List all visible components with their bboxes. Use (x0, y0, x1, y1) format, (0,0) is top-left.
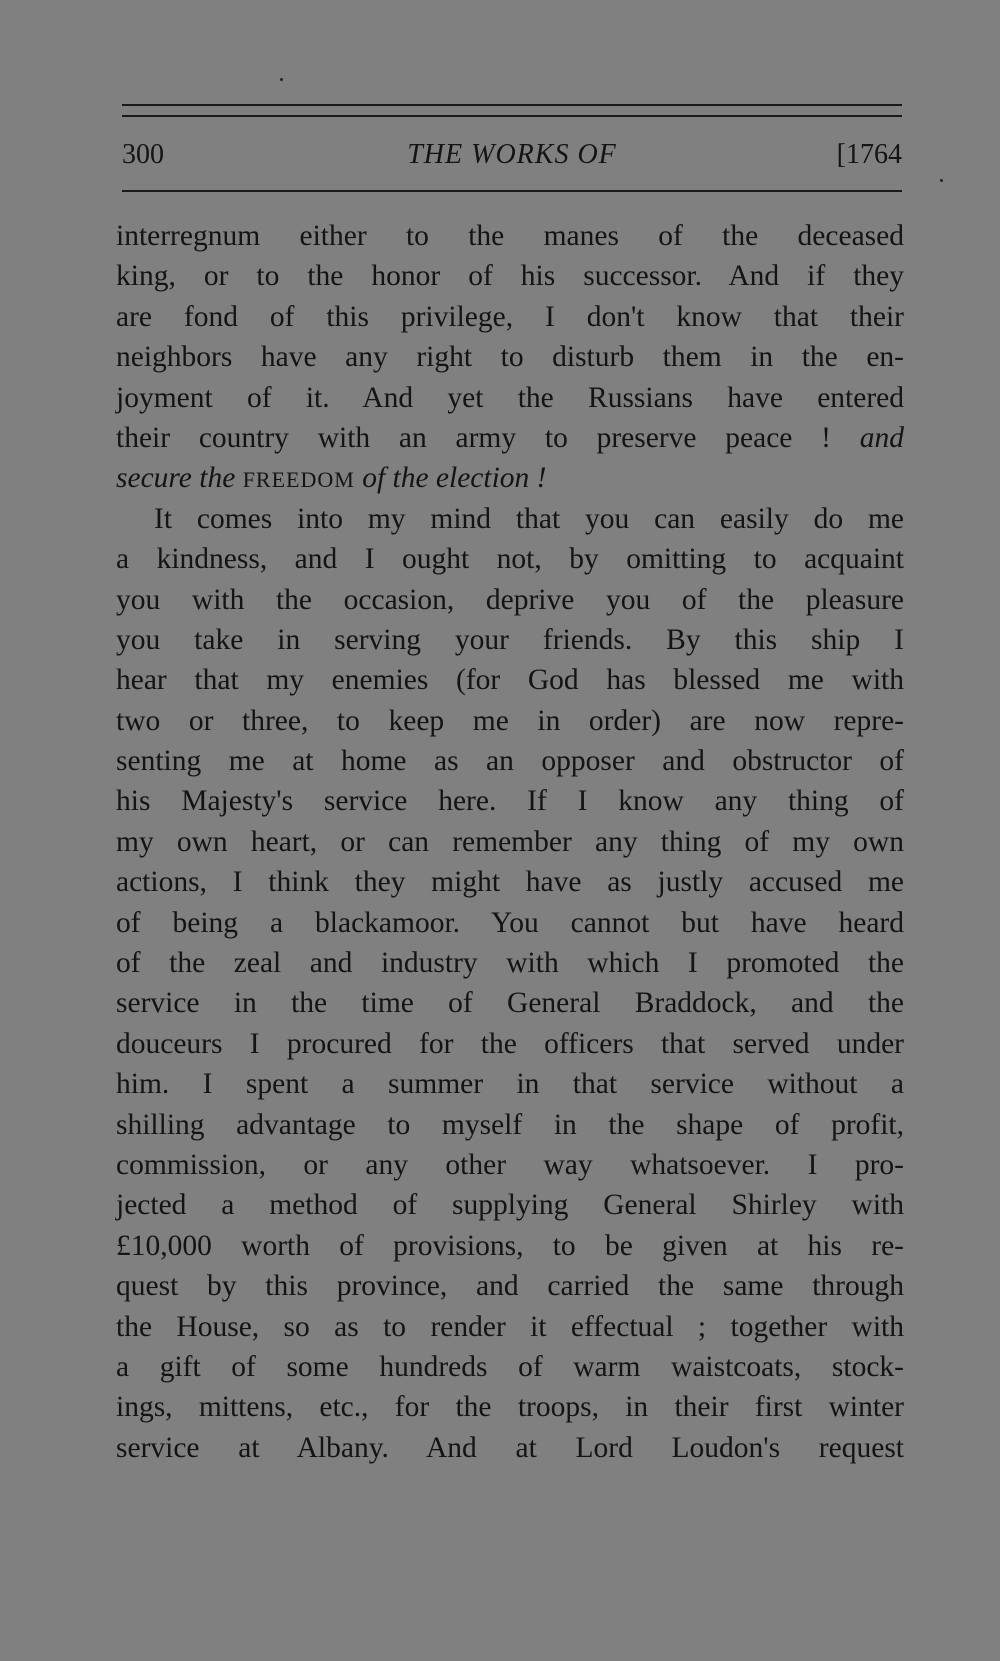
running-title: THE WORKS OF (407, 139, 617, 170)
text-line: neighbors have any right to disturb them in the en- (116, 341, 904, 374)
text-line: commission, or any other way whatsoever. I pro- (116, 1148, 904, 1181)
text-line: the House, so as to render it effectual ; together with (116, 1310, 904, 1343)
text-line: king, or to the honor of his successor. And if they (116, 260, 904, 293)
running-head (122, 132, 902, 178)
top-rule (122, 104, 902, 106)
paragraph-first-line: It comes into my mind that you can easily do me (154, 502, 904, 535)
text-line: quest by this province, and carried the same through (116, 1270, 904, 1303)
text-line: you take in serving your friends. By this ship I (116, 623, 904, 656)
text-line: shilling advantage to myself in the shape of profit, (116, 1108, 904, 1141)
text-line: douceurs I procured for the officers that served under (116, 1027, 904, 1060)
print-speck (280, 78, 283, 81)
text-line: actions, I think they might have as justly accused me (116, 866, 904, 899)
body-text (116, 216, 904, 1468)
text-line-mixed (116, 458, 904, 498)
text-line: of the zeal and industry with which I promoted the (116, 947, 904, 980)
text-line: of being a blackamoor. You cannot but have heard (116, 906, 904, 939)
text-small-caps: FREEDOM (242, 467, 355, 493)
text-line: joyment of it. And yet the Russians have entered (116, 381, 904, 414)
header-bottom-rule (122, 190, 902, 192)
text-line: you with the occasion, deprive you of the pleasure (116, 583, 904, 616)
text-line: are fond of this privilege, I don't know that their (116, 300, 904, 333)
text-line: his Majesty's service here. If I know any thing of (116, 785, 904, 818)
page-number: 300 (122, 139, 164, 170)
top-rule-inner (122, 115, 902, 117)
text-line: senting me at home as an opposer and obstructor of (116, 745, 904, 778)
text-line: ings, mittens, etc., for the troops, in their first winter (116, 1391, 904, 1424)
text-line: £10,000 worth of provisions, to be given at his re- (116, 1229, 904, 1262)
text-italic: secure the (116, 462, 236, 495)
text-line: interregnum either to the manes of the deceased (116, 220, 904, 252)
text-line: a kindness, and I ought not, by omitting to acquaint (116, 543, 904, 576)
text-italic: of the election ! (362, 462, 547, 495)
text-line: jected a method of supplying General Shirley with (116, 1189, 904, 1222)
text-line: service in the time of General Braddock, and the (116, 987, 904, 1020)
print-speck (940, 179, 943, 182)
text-line-mixed (116, 418, 904, 458)
text-line: service at Albany. And at Lord Loudon's request (116, 1431, 904, 1464)
text-line: a gift of some hundreds of warm waistcoats, stock- (116, 1350, 904, 1383)
text-line: my own heart, or can remember any thing of my own (116, 825, 904, 858)
text-line: two or three, to keep me in order) are now repre- (116, 704, 904, 737)
text-line: him. I spent a summer in that service without a (116, 1068, 904, 1101)
text-italic: and (859, 421, 904, 454)
running-year: [1764 (836, 139, 902, 170)
text-line: hear that my enemies (for God has blessed me with (116, 664, 904, 697)
text-roman: their country with an army to preserve peace ! (116, 421, 831, 454)
